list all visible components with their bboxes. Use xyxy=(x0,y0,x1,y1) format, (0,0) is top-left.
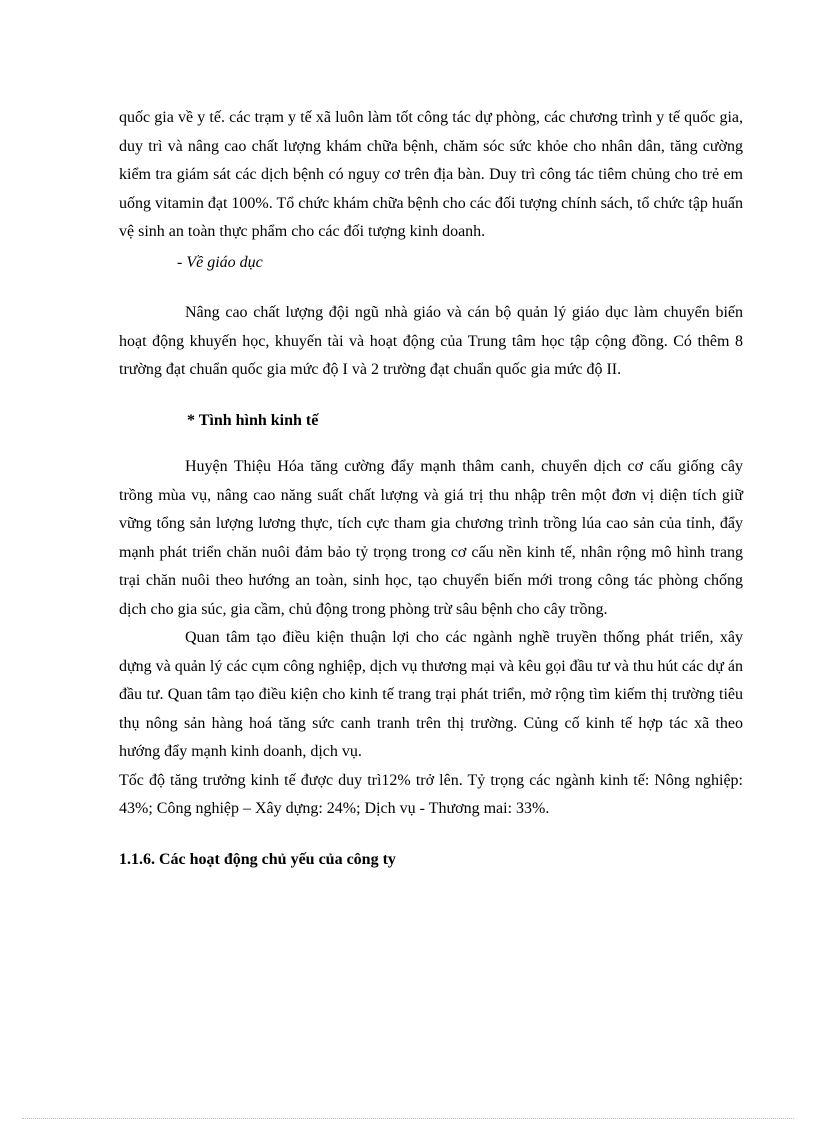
paragraph-growth-rate: Tốc độ tăng trưởng kinh tế được duy trì12% trở lên. Tỷ trọng các ngành kinh tế: Nông nghiệp: 43%; Công nghiệp – Xây dựng: 24%; Dịch vụ - Thương mai: 33%. xyxy=(119,771,743,817)
paragraph-health: quốc gia về y tế. các trạm y tế xã luôn làm tốt công tác dự phòng, các chương trình y tế quốc gia, duy trì và nâng cao chất lượng khám chữa bệnh, chăm sóc sức khỏe cho nhân dân, tăng cường kiểm tra giám sát các dịch bệnh có nguy cơ trên địa bàn. Duy trì công tác tiêm chủng cho trẻ em uống vitamin đạt 100%. Tổ chức khám chữa bệnh cho các đối tượng chính sách, tổ chức tập huấn vệ sinh an toàn thực phẩm cho các đối tượng kinh doanh. xyxy=(119,109,744,240)
education-subheading: - Về giáo dục xyxy=(177,253,263,271)
section-heading-116: 1.1.6. Các hoạt động chủ yếu của công ty xyxy=(119,850,396,868)
document-body xyxy=(119,104,743,874)
paragraph-education: Nâng cao chất lượng đội ngũ nhà giáo và cán bộ quản lý giáo dục làm chuyển biến hoạt động khuyến học, khuyến tài và hoạt động của Trung tâm học tập cộng đồng. Có thêm 8 trường đạt chuẩn quốc gia mức độ I và 2 trường đạt chuẩn quốc gia mức độ II. xyxy=(119,304,743,378)
page-bottom-divider xyxy=(22,1118,794,1119)
paragraph-economy-industry: Quan tâm tạo điều kiện thuận lợi cho các ngành nghề truyền thống phát triển, xây dựng và quản lý các cụm công nghiệp, dịch vụ thương mại và kêu gọi đầu tư và thu hút các dự án đầu tư. Quan tâm tạo điều kiện cho kinh tế trang trại phát triển, mở rộng tìm kiếm thị trường tiêu thụ nông sản hàng hoá tăng sức canh tranh trên thị trường. Củng cố kinh tế hợp tác xã theo hướng đẩy mạnh kinh doanh, dịch vụ. xyxy=(119,629,743,760)
economy-heading: * Tình hình kinh tế xyxy=(187,411,319,429)
paragraph-economy-agriculture: Huyện Thiệu Hóa tăng cường đẩy mạnh thâm canh, chuyển dịch cơ cấu giống cây trồng mùa vụ, nâng cao năng suất chất lượng và giá trị thu nhập trên một đơn vị diện tích giữ vững tổng sản lượng lương thực, tích cực tham gia chương trình trồng lúa cao sản của tỉnh, đẩy mạnh phát triển chăn nuôi đảm bảo tỷ trọng trong cơ cấu nền kinh tế, nhân rộng mô hình trang trại chăn nuôi theo hướng an toàn, sinh học, tạo chuyển biến mới trong công tác phòng chống dịch cho gia súc, gia cầm, chủ động trong phòng trừ sâu bệnh cho cây trồng. xyxy=(119,458,743,618)
